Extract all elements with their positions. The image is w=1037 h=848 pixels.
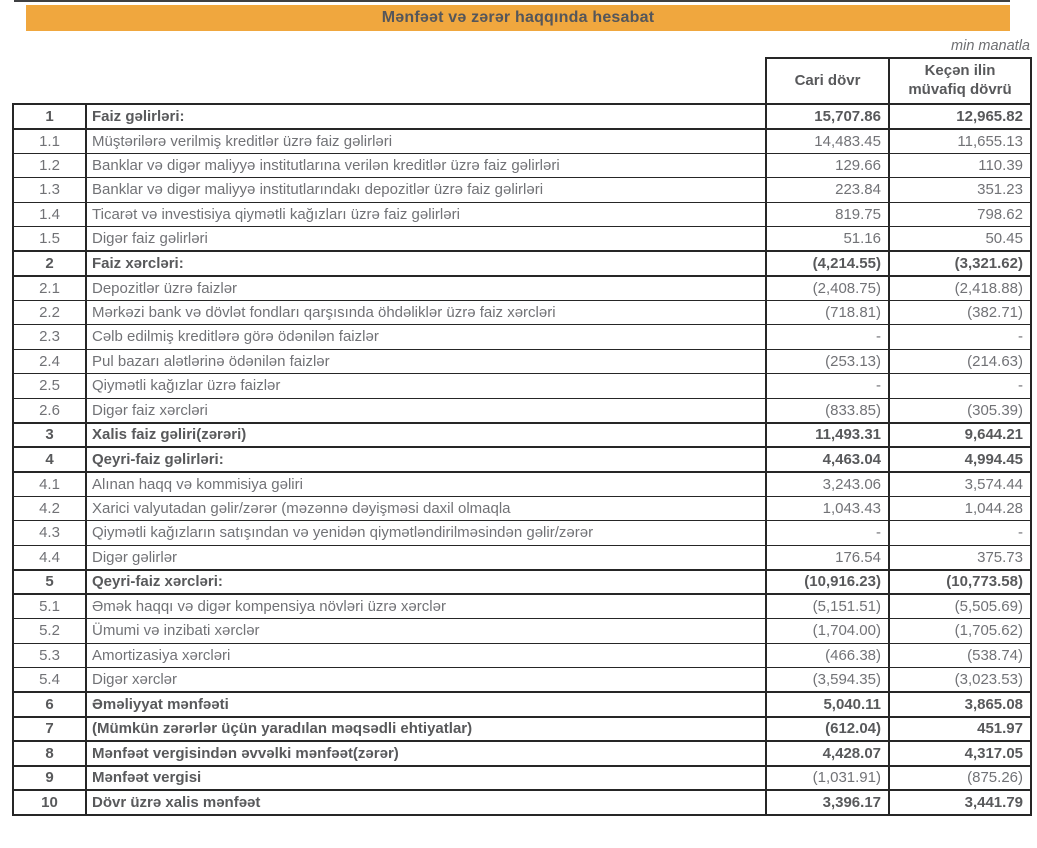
row-value-current: (5,151.51) [766,594,889,619]
table-row [13,251,1031,276]
table-row [13,570,1031,595]
row-value-current: 223.84 [766,178,889,203]
row-value-previous: 9,644.21 [889,423,1031,448]
row-label: Qiymətli kağızların satışından və yenidən qiymətləndirilməsindən gəlir/zərər [86,521,766,546]
row-label: Əməliyyat mənfəəti [86,692,766,717]
row-label: Ticarət və investisiya qiymətli kağızları üzrə faiz gəlirləri [86,202,766,227]
row-value-current: 3,396.17 [766,790,889,815]
row-value-previous: (538.74) [889,643,1031,668]
row-value-previous: (10,773.58) [889,570,1031,595]
row-value-previous: 110.39 [889,153,1031,178]
row-value-previous: 3,441.79 [889,790,1031,815]
table-row [13,398,1031,423]
row-value-current: 819.75 [766,202,889,227]
row-label: Amortizasiya xərcləri [86,643,766,668]
row-label: Depozitlər üzrə faizlər [86,276,766,301]
row-value-previous: 4,317.05 [889,741,1031,766]
row-number: 3 [13,423,86,448]
row-number: 10 [13,790,86,815]
table-row [13,104,1031,129]
report-title-bar [26,5,1010,31]
row-value-current: 129.66 [766,153,889,178]
table-row [13,447,1031,472]
table-row [13,325,1031,350]
table-row [13,741,1031,766]
table-row [13,202,1031,227]
col-header-previous: Keçən ilin müvafiq dövrü [889,58,1031,104]
row-value-previous: - [889,374,1031,399]
table-row [13,668,1031,693]
row-label: (Mümkün zərərlər üçün yaradılan məqsədli ehtiyatlar) [86,717,766,742]
row-value-current: (253.13) [766,349,889,374]
row-number: 5.4 [13,668,86,693]
row-number: 8 [13,741,86,766]
row-number: 4.3 [13,521,86,546]
row-label: Xarici valyutadan gəlir/zərər (məzənnə dəyişməsi daxil olmaqla [86,496,766,521]
row-value-current: - [766,521,889,546]
row-value-previous: 1,044.28 [889,496,1031,521]
row-label: Qiymətli kağızlar üzrə faizlər [86,374,766,399]
row-label: Alınan haqq və kommisiya gəliri [86,472,766,497]
row-label: Qeyri-faiz xərcləri: [86,570,766,595]
row-value-previous: 451.97 [889,717,1031,742]
table-row [13,374,1031,399]
table-row [13,349,1031,374]
row-value-current: 176.54 [766,545,889,570]
table-row [13,619,1031,644]
row-number: 4.2 [13,496,86,521]
row-number: 4.4 [13,545,86,570]
table-row [13,717,1031,742]
row-number: 2.5 [13,374,86,399]
table-row [13,766,1031,791]
table-row [13,521,1031,546]
row-label: Digər faiz xərcləri [86,398,766,423]
row-value-current: (612.04) [766,717,889,742]
row-number: 5 [13,570,86,595]
row-label: Müştərilərə verilmiş kreditlər üzrə faiz gəlirləri [86,129,766,154]
row-value-current: (1,704.00) [766,619,889,644]
row-label: Mərkəzi bank və dövlət fondları qarşısında öhdəliklər üzrə faiz xərcləri [86,300,766,325]
row-value-current: (466.38) [766,643,889,668]
pnl-table [12,57,1032,816]
row-value-previous: (382.71) [889,300,1031,325]
row-value-previous: (2,418.88) [889,276,1031,301]
row-value-current: 14,483.45 [766,129,889,154]
top-divider [14,0,1010,2]
header-spacer [13,58,766,104]
row-value-current: (4,214.55) [766,251,889,276]
row-value-previous: - [889,521,1031,546]
row-number: 5.3 [13,643,86,668]
row-label: Faiz gəlirləri: [86,104,766,129]
row-label: Faiz xərcləri: [86,251,766,276]
row-value-previous: 12,965.82 [889,104,1031,129]
row-number: 7 [13,717,86,742]
table-row [13,496,1031,521]
table-row [13,545,1031,570]
row-label: Cəlb edilmiş kreditlərə görə ödənilən faizlər [86,325,766,350]
row-number: 5.1 [13,594,86,619]
row-label: Digər faiz gəlirləri [86,227,766,252]
row-number: 2 [13,251,86,276]
row-value-previous: - [889,325,1031,350]
row-number: 2.6 [13,398,86,423]
row-number: 1 [13,104,86,129]
row-value-previous: 50.45 [889,227,1031,252]
row-value-previous: 375.73 [889,545,1031,570]
row-label: Mənfəət vergisi [86,766,766,791]
row-label: Əmək haqqı və digər kompensiya növləri üzrə xərclər [86,594,766,619]
row-number: 1.1 [13,129,86,154]
row-value-current: 5,040.11 [766,692,889,717]
row-number: 2.2 [13,300,86,325]
row-value-previous: 3,574.44 [889,472,1031,497]
row-label: Qeyri-faiz gəlirləri: [86,447,766,472]
row-label: Xalis faiz gəliri(zərəri) [86,423,766,448]
row-value-previous: (1,705.62) [889,619,1031,644]
row-label: Banklar və digər maliyyə institutlarındakı depozitlər üzrə faiz gəlirləri [86,178,766,203]
table-row [13,178,1031,203]
row-label: Banklar və digər maliyyə institutlarına verilən kreditlər üzrə faiz gəlirləri [86,153,766,178]
row-number: 9 [13,766,86,791]
row-number: 1.4 [13,202,86,227]
row-number: 2.3 [13,325,86,350]
row-number: 2.4 [13,349,86,374]
row-value-previous: 351.23 [889,178,1031,203]
row-label: Digər gəlirlər [86,545,766,570]
row-value-current: 1,043.43 [766,496,889,521]
table-row [13,300,1031,325]
row-label: Dövr üzrə xalis mənfəət [86,790,766,815]
row-value-previous: (214.63) [889,349,1031,374]
row-number: 6 [13,692,86,717]
unit-note: min manatla [951,38,1030,54]
table-row [13,472,1031,497]
row-value-current: 4,463.04 [766,447,889,472]
row-value-current: - [766,374,889,399]
row-value-current: (10,916.23) [766,570,889,595]
row-value-current: 4,428.07 [766,741,889,766]
table-row [13,227,1031,252]
table-row [13,276,1031,301]
row-value-current: 15,707.86 [766,104,889,129]
row-value-current: (2,408.75) [766,276,889,301]
row-value-current: 11,493.31 [766,423,889,448]
row-number: 1.2 [13,153,86,178]
row-label: Digər xərclər [86,668,766,693]
row-value-current: (718.81) [766,300,889,325]
row-value-previous: (3,023.53) [889,668,1031,693]
row-value-previous: 4,994.45 [889,447,1031,472]
row-label: Mənfəət vergisindən əvvəlki mənfəət(zərər) [86,741,766,766]
table-row [13,153,1031,178]
row-number: 2.1 [13,276,86,301]
row-value-current: 3,243.06 [766,472,889,497]
page-title: Mənfəət və zərər haqqında hesabat [381,9,655,26]
table-row [13,692,1031,717]
table-header-row [13,58,1031,104]
row-number: 4 [13,447,86,472]
table-row [13,790,1031,815]
row-number: 5.2 [13,619,86,644]
row-number: 1.5 [13,227,86,252]
table-row [13,594,1031,619]
row-value-previous: 3,865.08 [889,692,1031,717]
col-header-current: Cari dövr [766,58,889,104]
row-value-current: - [766,325,889,350]
table-row [13,423,1031,448]
table-body [13,104,1031,815]
table-row [13,129,1031,154]
row-value-previous: 798.62 [889,202,1031,227]
row-value-current: 51.16 [766,227,889,252]
row-label: Pul bazarı alətlərinə ödənilən faizlər [86,349,766,374]
row-value-previous: 11,655.13 [889,129,1031,154]
table-row [13,643,1031,668]
row-label: Ümumi və inzibati xərclər [86,619,766,644]
row-value-previous: (305.39) [889,398,1031,423]
row-number: 4.1 [13,472,86,497]
row-number: 1.3 [13,178,86,203]
row-value-previous: (5,505.69) [889,594,1031,619]
row-value-previous: (3,321.62) [889,251,1031,276]
row-value-previous: (875.26) [889,766,1031,791]
row-value-current: (833.85) [766,398,889,423]
row-value-current: (3,594.35) [766,668,889,693]
row-value-current: (1,031.91) [766,766,889,791]
